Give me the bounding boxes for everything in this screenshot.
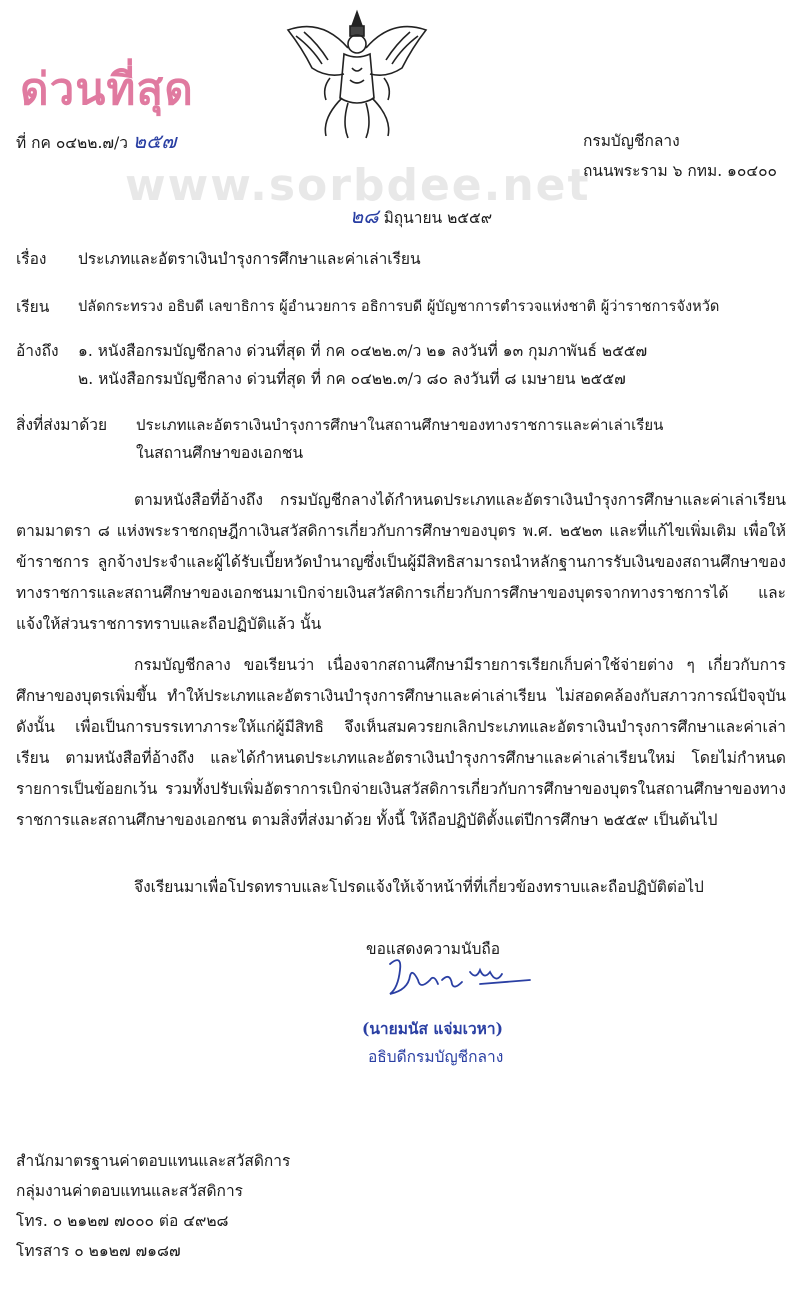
document-date <box>350 205 492 229</box>
handwritten-signature-icon <box>380 950 540 1010</box>
watermark-text: www.sorbdee.net <box>125 160 591 211</box>
reference-item-1: ๑. หนังสือกรมบัญชีกลาง ด่วนที่สุด ที่ กค ๐๔๒๒.๓/ว ๒๑ ลงวันที่ ๑๓ กุมภาพันธ์ ๒๕๕๗ <box>78 342 648 360</box>
footer-fax: โทรสาร ๐ ๒๑๒๗ ๗๑๘๗ <box>16 1242 181 1260</box>
signer-title: อธิบดีกรมบัญชีกลาง <box>368 1048 504 1066</box>
enclosure-label: สิ่งที่ส่งมาด้วย <box>16 416 108 434</box>
footer-group: กลุ่มงานค่าตอบแทนและสวัสดิการ <box>16 1182 243 1200</box>
enclosure-line-1: ประเภทและอัตราเงินบำรุงการศึกษาในสถานศึกษาของทางราชการและค่าเล่าเรียน <box>136 416 664 434</box>
body-paragraph-2: กรมบัญชีกลาง ขอเรียนว่า เนื่องจากสถานศึกษามีรายการเรียกเก็บค่าใช้จ่ายต่าง ๆ เกี่ยวกับการศึกษาของบุตรเพิ่มขึ้น ทำให้ประเภทและอัตราเงินบำรุงการศึกษาและค่าเล่าเรียน ไม่สอดคล้องกับสภาวการณ์ปัจจุบัน ดังนั้น เพื่อเป็นการบรรเทาภาระให้แก่ผู้มีสิทธิ จึงเห็นสมควรยกเลิกประเภทและอัตราเงินบำรุงการศึกษาและค่าเล่าเรียน ตามหนังสือที่อ้างถึง และได้กำหนดประเภทและอัตราเงินบำรุงการศึกษาและค่าเล่าเรียนใหม่ โดยไม่กำหนดรายการเป็นข้อยกเว้น รวมทั้งปรับเพิ่มอัตราการเบิกจ่ายเงินสวัสดิการเกี่ยวกับการศึกษาของบุตรในสถานศึกษาของทางราชการและสถานศึกษาของเอกชน ตามสิ่งที่ส่งมาด้วย ทั้งนี้ ให้ถือปฏิบัติตั้งแต่ปีการศึกษา ๒๕๕๙ เป็นต้นไป <box>16 656 786 829</box>
enclosure-line-2: ในสถานศึกษาของเอกชน <box>136 444 304 462</box>
subject-text: ประเภทและอัตราเงินบำรุงการศึกษาและค่าเล่าเรียน <box>78 250 421 268</box>
footer-office: สำนักมาตรฐานค่าตอบแทนและสวัสดิการ <box>16 1152 291 1170</box>
to-text: ปลัดกระทรวง อธิบดี เลขาธิการ ผู้อำนวยการ อธิการบดี ผู้บัญชาการตำรวจแห่งชาติ ผู้ว่าราชการจังหวัด <box>78 298 720 315</box>
signer-name: (นายมนัส แจ่มเวหา) <box>362 1019 503 1038</box>
body-paragraph-1: ตามหนังสือที่อ้างถึง กรมบัญชีกลางได้กำหนดประเภทและอัตราเงินบำรุงการศึกษาและค่าเล่าเรียน ตามมาตรา ๘ แห่งพระราชกฤษฎีกาเงินสวัสดิการเกี่ยวกับการศึกษาของบุตร พ.ศ. ๒๕๒๓ และที่แก้ไขเพิ่มเติม เพื่อให้ข้าราชการ ลูกจ้างประจำและผู้ได้รับเบี้ยหวัดบำนาญซึ่งเป็นผู้มีสิทธิสามารถนำหลักฐานการรับเงินของสถานศึกษาของทางราชการและสถานศึกษาของเอกชนมาเบิกจ่ายเงินสวัสดิการเกี่ยวกับการศึกษาของบุตรจากทางราชการได้ และแจ้งให้ส่วนราชการทราบและถือปฏิบัติแล้ว นั้น <box>16 491 786 633</box>
body-paragraph-3: จึงเรียนมาเพื่อโปรดทราบและโปรดแจ้งให้เจ้าหน้าที่ที่เกี่ยวข้องทราบและถือปฏิบัติต่อไป <box>134 878 704 896</box>
reference-number-handwritten: ๒๕๗ <box>132 129 177 153</box>
reference-number <box>16 130 176 154</box>
org-address: ถนนพระราม ๖ กทม. ๑๐๔๐๐ <box>583 162 778 180</box>
reference-prefix: ที่ กค ๐๔๒๒.๗/ว <box>16 134 128 152</box>
footer-phone: โทร. ๐ ๒๑๒๗ ๗๐๐๐ ต่อ ๔๙๒๘ <box>16 1212 229 1230</box>
urgent-stamp: ด่วนที่สุด <box>20 64 194 115</box>
date-month-year: มิถุนายน ๒๕๕๙ <box>383 209 493 227</box>
reference-item-2: ๒. หนังสือกรมบัญชีกลาง ด่วนที่สุด ที่ กค ๐๔๒๒.๓/ว ๘๐ ลงวันที่ ๘ เมษายน ๒๕๕๗ <box>78 370 626 388</box>
org-name: กรมบัญชีกลาง <box>583 132 680 150</box>
garuda-emblem-icon <box>282 8 432 143</box>
reference-label: อ้างถึง <box>16 342 59 360</box>
closing-regards: ขอแสดงความนับถือ <box>366 940 501 958</box>
date-day-handwritten: ๒๘ <box>350 204 379 228</box>
to-label: เรียน <box>16 298 50 316</box>
subject-label: เรื่อง <box>16 250 47 268</box>
